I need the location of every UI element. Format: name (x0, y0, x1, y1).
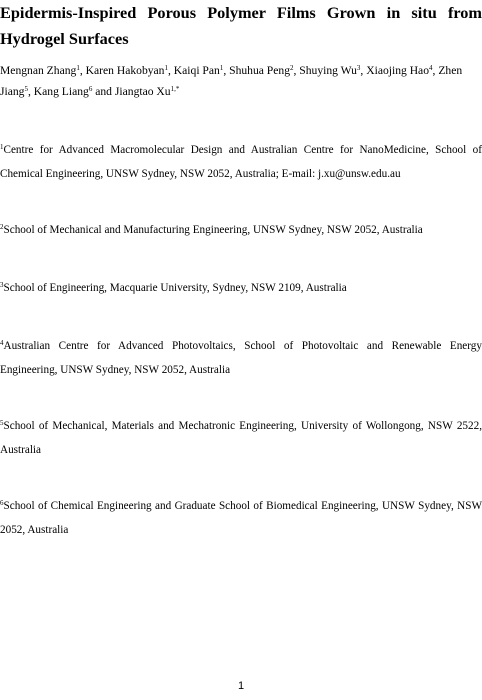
author-separator: , (79, 64, 86, 77)
author-affiliation-mark: 5 (24, 85, 28, 93)
author-list (0, 60, 482, 102)
affiliation-text: Centre for Advanced Macromolecular Design and Australian Centre for NanoMedicine, School of Chemical Engineering, UNSW Sydney, NSW 2052, Australia; E-mail: j.xu@unsw.edu.au (0, 144, 482, 180)
author-name: Jiangtao Xu (114, 85, 171, 98)
author-separator: , (293, 64, 300, 77)
author-affiliation-mark: 1 (76, 64, 80, 72)
affiliation-text: School of Chemical Engineering and Graduate School of Biomedical Engineering, UNSW Sydney, NSW 2052, Australia (0, 500, 482, 536)
affiliation-3 (0, 276, 482, 300)
author-affiliation-mark: 1 (164, 64, 168, 72)
affiliation-number: 1, (170, 85, 176, 93)
affiliation-text: School of Engineering, Macquarie University, Sydney, NSW 2109, Australia (3, 282, 347, 294)
author-affiliation-mark: 1 (219, 64, 224, 72)
author-name: Mengnan Zhang (0, 64, 77, 77)
author-name: Xiaojing Hao (366, 64, 430, 77)
affiliation-1 (0, 138, 482, 186)
author-name: Kang Liang (33, 85, 89, 98)
author-affiliation-mark: 3 (356, 64, 361, 72)
page-number: 1 (237, 680, 245, 692)
author-separator: and (92, 85, 115, 98)
author-affiliation-mark (171, 85, 180, 93)
author-separator: , (223, 64, 230, 77)
author-separator: , (360, 64, 367, 77)
affiliation-6 (0, 494, 482, 542)
affiliation-number: 1 (0, 143, 4, 151)
author-name: Shuying Wu (299, 64, 357, 77)
affiliation-4 (0, 334, 482, 382)
author-separator: , (167, 64, 174, 77)
affiliation-5 (0, 414, 482, 462)
affiliation-text: School of Mechanical, Materials and Mechatronic Engineering, University of Wollongong, NSW 2522, Australia (0, 420, 482, 456)
corresponding-author-mark: * (175, 85, 180, 93)
author-separator: , (432, 64, 439, 77)
author-affiliation-mark: 4 (429, 64, 433, 72)
affiliation-number: 3 (0, 281, 4, 289)
author-affiliation-mark: 2 (290, 64, 294, 72)
affiliation-text: Australian Centre for Advanced Photovoltaics, School of Photovoltaic and Renewable Energy Engineering, UNSW Sydney, NSW 2052, Australia (0, 340, 482, 376)
paper-title: Epidermis-Inspired Porous Polymer Films Grown in situ from Hydrogel Surfaces (0, 3, 482, 48)
author-name: Zhen Jiang (0, 64, 463, 98)
affiliation-text: School of Mechanical and Manufacturing Engineering, UNSW Sydney, NSW 2052, Australia (3, 224, 423, 236)
author-name: Karen Hakobyan (85, 64, 165, 77)
affiliation-number: 4 (0, 339, 4, 347)
author-separator: , (27, 85, 34, 98)
affiliation-2 (0, 218, 482, 242)
affiliation-number: 5 (0, 419, 4, 427)
author-affiliation-mark: 6 (88, 85, 93, 93)
affiliation-number: 2 (0, 223, 4, 231)
author-name: Kaiqi Pan (173, 64, 220, 77)
affiliation-number: 6 (0, 499, 4, 507)
author-name: Shuhua Peng (229, 64, 290, 77)
